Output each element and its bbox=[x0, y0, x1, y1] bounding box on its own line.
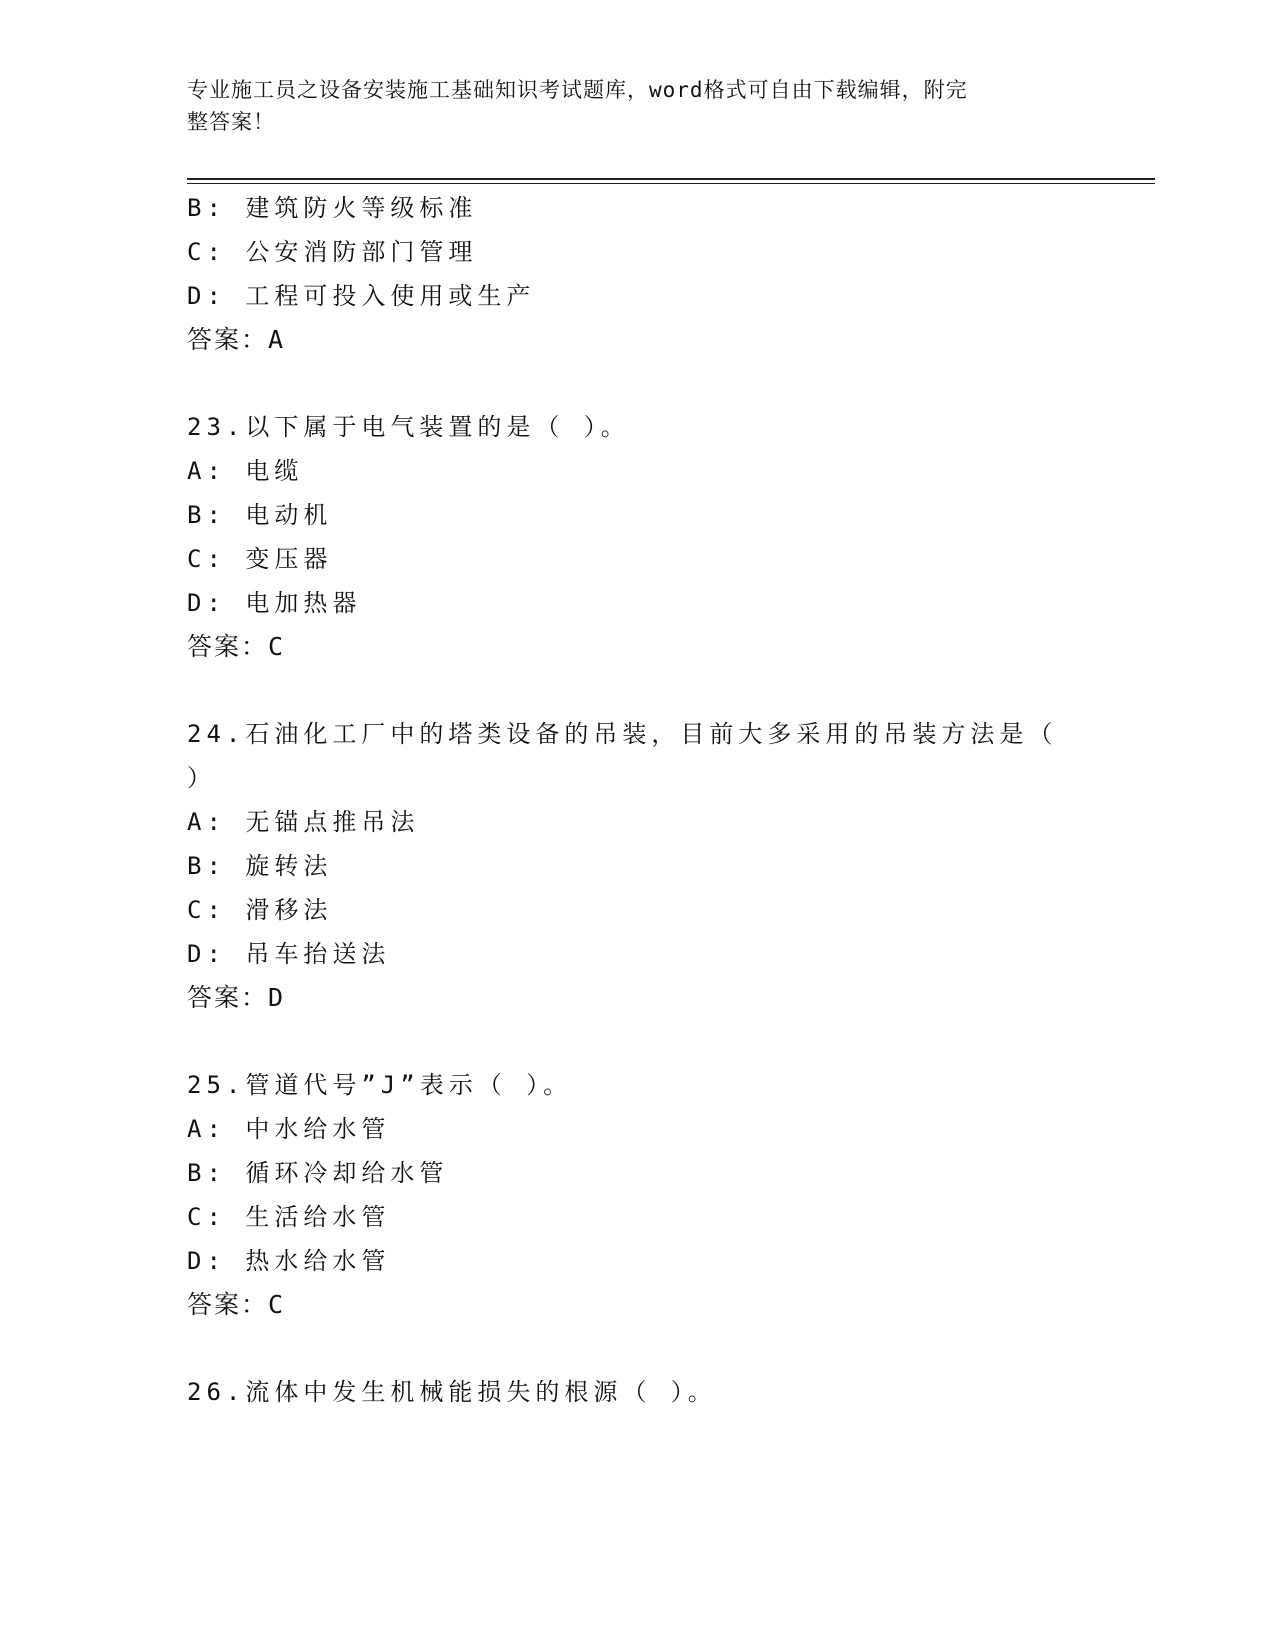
q22-answer: 答案：A bbox=[187, 325, 286, 354]
q25-answer: 答案：C bbox=[187, 1290, 286, 1319]
q23-option-b: B: 电动机 bbox=[187, 501, 333, 529]
q23-option-a: A: 电缆 bbox=[187, 457, 304, 485]
q24-option-b: B: 旋转法 bbox=[187, 852, 333, 880]
q24-option-d: D: 吊车抬送法 bbox=[187, 940, 391, 968]
q25-option-d: D: 热水给水管 bbox=[187, 1247, 391, 1275]
q23-answer: 答案：C bbox=[187, 632, 286, 661]
q22-option-d: D: 工程可投入使用或生产 bbox=[187, 282, 536, 310]
q24-option-a: A: 无锚点推吊法 bbox=[187, 808, 420, 836]
q25-option-a: A: 中水给水管 bbox=[187, 1115, 391, 1143]
q24-stem-line-2: ） bbox=[187, 764, 216, 792]
q23-stem: 23.以下属于电气装置的是（ ）。 bbox=[187, 413, 630, 441]
q24-stem-line-1: 24.石油化工厂中的塔类设备的吊装，目前大多采用的吊装方法是（ bbox=[187, 720, 1058, 748]
q26-stem: 26.流体中发生机械能损失的根源（ ）。 bbox=[187, 1378, 717, 1406]
q23-option-d: D: 电加热器 bbox=[187, 589, 362, 617]
document-header bbox=[187, 74, 1087, 138]
header-divider-thin bbox=[187, 183, 1155, 184]
q25-option-c: C: 生活给水管 bbox=[187, 1203, 391, 1231]
q25-stem: 25.管道代号”J”表示（ ）。 bbox=[187, 1071, 573, 1099]
header-line-2: 整答案！ bbox=[187, 110, 275, 134]
q24-answer: 答案：D bbox=[187, 983, 286, 1012]
q24-option-c: C: 滑移法 bbox=[187, 896, 333, 924]
q23-option-c: C: 变压器 bbox=[187, 545, 333, 573]
q22-option-c: C: 公安消防部门管理 bbox=[187, 238, 478, 266]
header-divider-thick bbox=[187, 178, 1155, 180]
header-line-1: 专业施工员之设备安装施工基础知识考试题库，word格式可自由下载编辑，附完 bbox=[187, 78, 968, 102]
q22-option-b: B: 建筑防火等级标准 bbox=[187, 194, 478, 222]
q25-option-b: B: 循环冷却给水管 bbox=[187, 1159, 449, 1187]
